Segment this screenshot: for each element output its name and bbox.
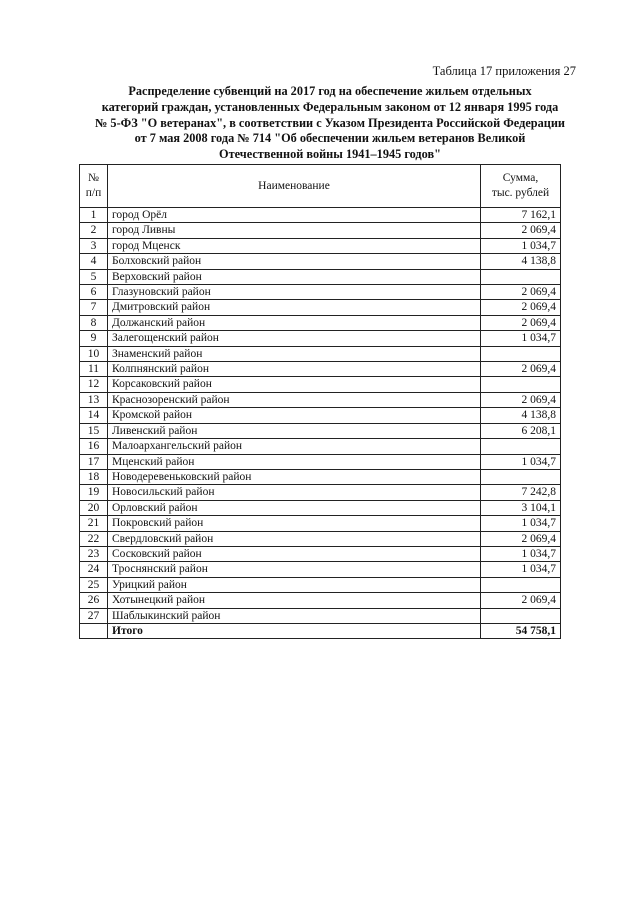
row-number: 26 (80, 593, 108, 608)
table-row (80, 423, 561, 438)
row-name: Орловский район (108, 500, 481, 515)
row-name: город Орёл (108, 208, 481, 223)
row-sum: 3 104,1 (481, 500, 561, 515)
row-name: Свердловский район (108, 531, 481, 546)
header-number-line1: № (88, 172, 99, 184)
row-number: 12 (80, 377, 108, 392)
row-sum: 1 034,7 (481, 516, 561, 531)
row-sum: 7 242,8 (481, 485, 561, 500)
row-number: 18 (80, 469, 108, 484)
row-number: 3 (80, 238, 108, 253)
table-row (80, 346, 561, 361)
title-line: категорий граждан, установленных Федеральным законом от 12 января 1995 года (101, 99, 559, 114)
row-number: 5 (80, 269, 108, 284)
title-line: Отечественной войны 1941–1945 годов" (219, 147, 441, 162)
row-number: 22 (80, 531, 108, 546)
table-row (80, 238, 561, 253)
document-title (90, 84, 570, 163)
row-sum: 2 069,4 (481, 531, 561, 546)
row-number: 24 (80, 562, 108, 577)
table-row (80, 577, 561, 592)
row-number: 17 (80, 454, 108, 469)
row-name: Новодеревеньковский район (108, 469, 481, 484)
table-row (80, 254, 561, 269)
row-sum (481, 269, 561, 284)
table-row (80, 377, 561, 392)
row-number: 21 (80, 516, 108, 531)
total-number (80, 623, 108, 638)
table-row (80, 516, 561, 531)
row-name: Должанский район (108, 315, 481, 330)
row-number: 7 (80, 300, 108, 315)
row-sum (481, 377, 561, 392)
row-sum: 1 034,7 (481, 331, 561, 346)
row-number: 10 (80, 346, 108, 361)
table-row (80, 469, 561, 484)
row-sum: 1 034,7 (481, 238, 561, 253)
table-row (80, 454, 561, 469)
row-number: 23 (80, 546, 108, 561)
table-row (80, 608, 561, 623)
row-number: 1 (80, 208, 108, 223)
row-name: Малоархангельский район (108, 439, 481, 454)
row-name: Кромской район (108, 408, 481, 423)
table-row (80, 546, 561, 561)
row-sum (481, 577, 561, 592)
row-name: Глазуновский район (108, 285, 481, 300)
total-label: Итого (108, 623, 481, 638)
table-row (80, 392, 561, 407)
title-line: Распределение субвенций на 2017 год на обеспечение жильем отдельных (128, 84, 532, 98)
row-name: город Мценск (108, 238, 481, 253)
row-name: Болховский район (108, 254, 481, 269)
header-name: Наименование (108, 165, 481, 208)
table-row (80, 500, 561, 515)
row-number: 8 (80, 315, 108, 330)
row-sum: 1 034,7 (481, 562, 561, 577)
row-number: 20 (80, 500, 108, 515)
row-sum: 1 034,7 (481, 454, 561, 469)
row-sum: 6 208,1 (481, 423, 561, 438)
title-line: от 7 мая 2008 года № 714 "Об обеспечении жильем ветеранов Великой (134, 131, 526, 146)
row-number: 4 (80, 254, 108, 269)
row-name: Дмитровский район (108, 300, 481, 315)
row-sum: 2 069,4 (481, 285, 561, 300)
row-sum: 1 034,7 (481, 546, 561, 561)
table-total-row (80, 623, 561, 638)
table-row (80, 439, 561, 454)
row-name: Ливенский район (108, 423, 481, 438)
table-row (80, 223, 561, 238)
row-sum: 2 069,4 (481, 362, 561, 377)
row-sum (481, 346, 561, 361)
row-number: 25 (80, 577, 108, 592)
title-line: № 5-ФЗ "О ветеранах", в соответствии с Указом Президента Российской Федерации (94, 115, 566, 130)
row-number: 6 (80, 285, 108, 300)
row-number: 16 (80, 439, 108, 454)
header-sum-line2: тыс. рублей (491, 187, 550, 199)
row-number: 9 (80, 331, 108, 346)
row-name: Троснянский район (108, 562, 481, 577)
row-sum (481, 439, 561, 454)
row-number: 27 (80, 608, 108, 623)
row-name: Знаменский район (108, 346, 481, 361)
table-row (80, 593, 561, 608)
header-sum-line1: Сумма, (502, 172, 539, 184)
table-row (80, 362, 561, 377)
row-name: Урицкий район (108, 577, 481, 592)
table-row (80, 300, 561, 315)
row-number: 15 (80, 423, 108, 438)
row-sum: 4 138,8 (481, 408, 561, 423)
table-body (80, 208, 561, 639)
row-number: 19 (80, 485, 108, 500)
table-row (80, 408, 561, 423)
row-name: Шаблыкинский район (108, 608, 481, 623)
row-name: Краснозоренский район (108, 392, 481, 407)
row-number: 11 (80, 362, 108, 377)
header-sum (481, 165, 561, 208)
row-sum (481, 608, 561, 623)
row-sum (481, 469, 561, 484)
table-row (80, 531, 561, 546)
row-sum: 2 069,4 (481, 392, 561, 407)
table-row (80, 331, 561, 346)
header-number (80, 165, 108, 208)
allocation-table (79, 164, 561, 639)
header-number-line2: п/п (85, 187, 102, 199)
row-name: Залегощенский район (108, 331, 481, 346)
table-row (80, 285, 561, 300)
row-sum: 2 069,4 (481, 300, 561, 315)
row-name: Хотынецкий район (108, 593, 481, 608)
row-sum: 2 069,4 (481, 593, 561, 608)
row-name: Колпнянский район (108, 362, 481, 377)
table-row (80, 562, 561, 577)
table-reference: Таблица 17 приложения 27 (432, 64, 576, 78)
row-name: Корсаковский район (108, 377, 481, 392)
table-row (80, 208, 561, 223)
row-name: Сосковский район (108, 546, 481, 561)
row-name: Новосильский район (108, 485, 481, 500)
row-name: Верховский район (108, 269, 481, 284)
row-number: 13 (80, 392, 108, 407)
table-header-row (80, 165, 561, 208)
row-sum: 4 138,8 (481, 254, 561, 269)
table-row (80, 269, 561, 284)
total-sum: 54 758,1 (481, 623, 561, 638)
row-name: Мценский район (108, 454, 481, 469)
row-number: 2 (80, 223, 108, 238)
row-name: Покровский район (108, 516, 481, 531)
row-sum: 7 162,1 (481, 208, 561, 223)
row-name: город Ливны (108, 223, 481, 238)
row-sum: 2 069,4 (481, 315, 561, 330)
table-row (80, 485, 561, 500)
row-number: 14 (80, 408, 108, 423)
row-sum: 2 069,4 (481, 223, 561, 238)
table-row (80, 315, 561, 330)
